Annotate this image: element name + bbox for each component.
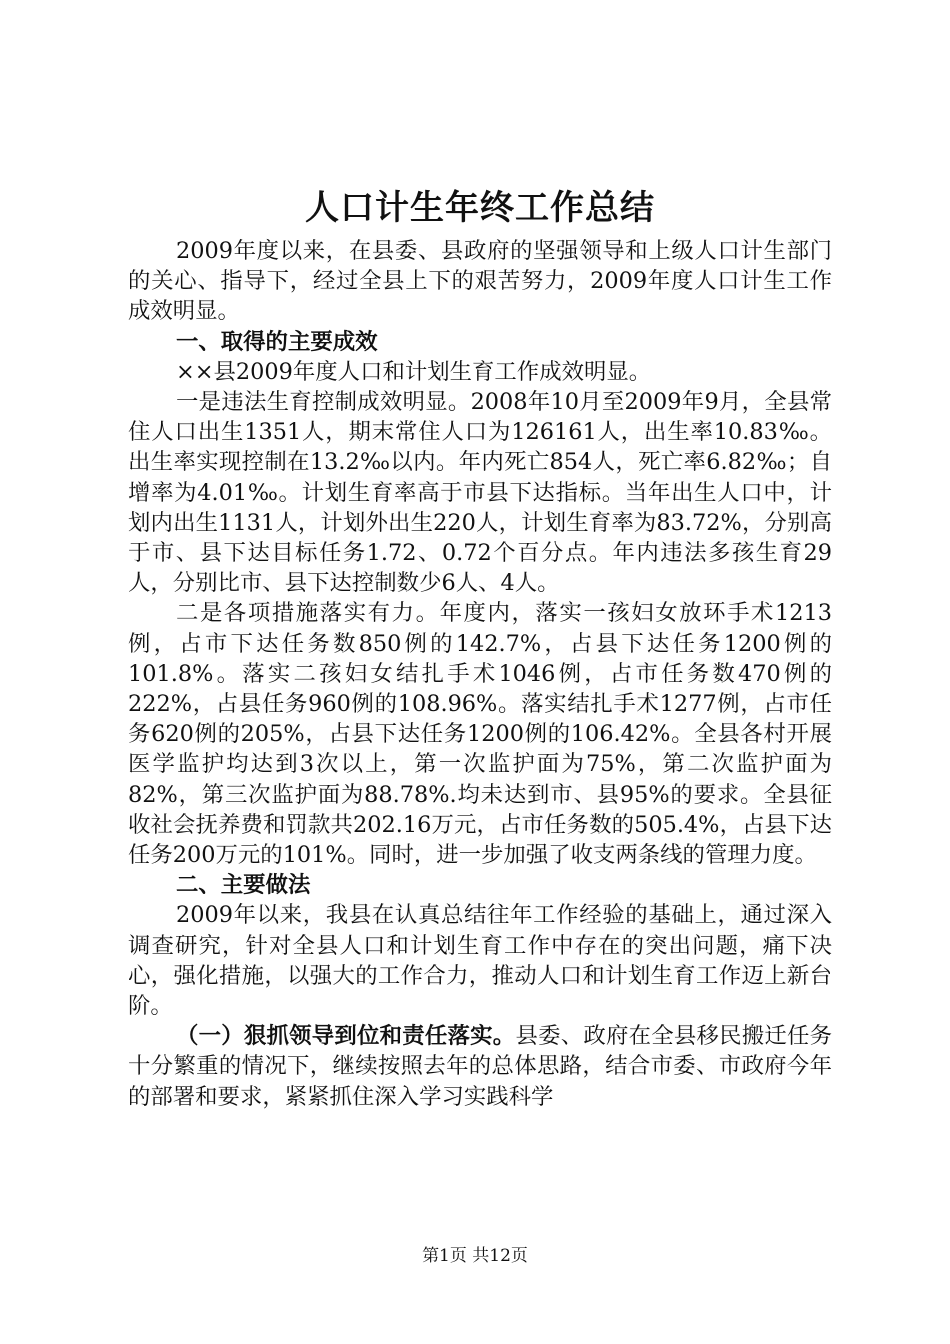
- section-heading-methods: 二、主要做法: [176, 872, 311, 899]
- page-footer: 第1页 共12页: [422, 1246, 528, 1266]
- birth-control-paragraph: 一是违法生育控制成效明显。2008年10月至2009年9月，全县常住人口出生1351人，期末常住人口为126161人，出生率10.83‰。出生率实现控制在13.2‰以内。年内死亡854人，死亡率6.82‰；自增率为4.01‰。计划生育率高于市县下达指标。当年出生人口中，计划内出生1131人，计划外出生220人，计划生育率为83.72%，分别高于市、县下达目标任务1.72、0.72个百分点。年内违法多孩生育29人，分别比市、县下达控制数少6人、4人。: [128, 389, 832, 597]
- leadership-body-text: 县委、政府在全县移民搬迁任务十分繁重的情况下，继续按照去年的总体思路，结合市委、市政府今年的部署和要求，紧紧抓住深入学习实践科学: [128, 1023, 833, 1110]
- document-body: [128, 186, 832, 1112]
- leadership-paragraph: [128, 1021, 832, 1112]
- intro-paragraph: 2009年度以来，在县委、县政府的坚强领导和上级人口计生部门的关心、指导下，经过全县上下的艰苦努力，2009年度人口计生工作成效明显。: [128, 238, 832, 325]
- achievements-summary-paragraph: ××县2009年度人口和计划生育工作成效明显。: [176, 358, 652, 385]
- measures-paragraph: 二是各项措施落实有力。年度内，落实一孩妇女放环手术1213例，占市下达任务数850例的142.7%，占县下达任务1200例的101.8%。落实二孩妇女结扎手术1046例，占市任务数470例的222%，占县任务960例的108.96%。落实结扎手术1277例，占市任务620例的205%，占县下达任务1200例的106.42%。全县各村开展医学监护均达到3次以上，第一次监护面为75%，第二次监护面为82%，第三次监护面为88.78%.均未达到市、县95%的要求。全县征收社会抚养费和罚款共202.16万元，占市任务数的505.4%，占县下达任务200万元的101%。同时，进一步加强了收支两条线的管理力度。: [128, 600, 832, 869]
- document-title: 人口计生年终工作总结: [305, 188, 655, 228]
- section-heading-achievements: 一、取得的主要成效: [176, 328, 378, 355]
- leadership-lead-text: （一）狠抓领导到位和责任落实。: [176, 1023, 516, 1050]
- methods-intro-paragraph: 2009年以来，我县在认真总结往年工作经验的基础上，通过深入调查研究，针对全县人口和计划生育工作中存在的突出问题，痛下决心，强化措施，以强大的工作合力，推动人口和计划生育工作迈上新台阶。: [128, 902, 832, 1020]
